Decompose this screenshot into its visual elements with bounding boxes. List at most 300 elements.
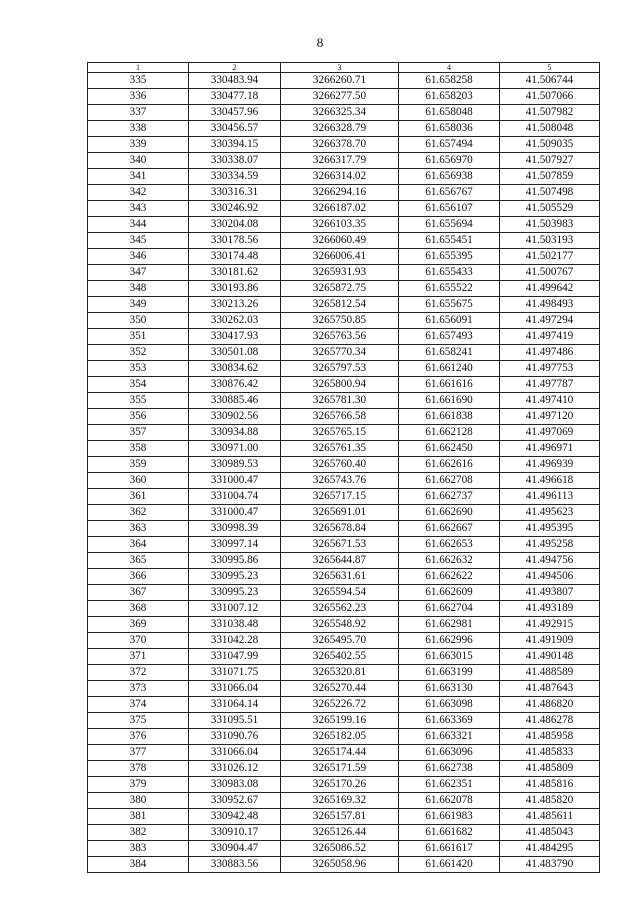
table-cell: 344 — [88, 217, 189, 233]
table-cell: 61.658036 — [399, 121, 500, 137]
table-cell: 3265812.54 — [281, 297, 399, 313]
table-cell: 375 — [88, 713, 189, 729]
table-cell: 41.487643 — [500, 681, 600, 697]
coordinates-table — [87, 62, 600, 873]
table-cell: 3265717.15 — [281, 489, 399, 505]
table-cell: 330178.56 — [189, 233, 281, 249]
table-row — [88, 137, 600, 153]
table-cell: 61.662981 — [399, 617, 500, 633]
table-cell: 357 — [88, 425, 189, 441]
table-cell: 380 — [88, 793, 189, 809]
table-cell: 3266060.49 — [281, 233, 399, 249]
table-cell: 3265270.44 — [281, 681, 399, 697]
table-cell: 61.662704 — [399, 601, 500, 617]
table-cell: 342 — [88, 185, 189, 201]
table-row — [88, 329, 600, 345]
table-cell: 61.662653 — [399, 537, 500, 553]
table-cell: 41.505529 — [500, 201, 600, 217]
table-cell: 41.507982 — [500, 105, 600, 121]
table-cell: 3265760.40 — [281, 457, 399, 473]
table-cell: 41.485809 — [500, 761, 600, 777]
table-cell: 330995.86 — [189, 553, 281, 569]
table-cell: 330952.67 — [189, 793, 281, 809]
table-cell: 41.500767 — [500, 265, 600, 281]
table-cell: 330417.93 — [189, 329, 281, 345]
table-row — [88, 297, 600, 313]
table-cell: 3265402.55 — [281, 649, 399, 665]
table-cell: 3265320.81 — [281, 665, 399, 681]
table-cell: 61.656938 — [399, 169, 500, 185]
table-cell: 343 — [88, 201, 189, 217]
table-cell: 383 — [88, 841, 189, 857]
table-cell: 61.657493 — [399, 329, 500, 345]
table-cell: 346 — [88, 249, 189, 265]
table-cell: 41.497294 — [500, 313, 600, 329]
table-cell: 352 — [88, 345, 189, 361]
table-cell: 61.661616 — [399, 377, 500, 393]
table-cell: 61.662738 — [399, 761, 500, 777]
table-cell: 331000.47 — [189, 505, 281, 521]
table-cell: 61.662737 — [399, 489, 500, 505]
table-cell: 330174.48 — [189, 249, 281, 265]
table-cell: 41.492915 — [500, 617, 600, 633]
table-cell: 331071.75 — [189, 665, 281, 681]
table-row — [88, 537, 600, 553]
table-cell: 61.663321 — [399, 729, 500, 745]
table-cell: 61.661983 — [399, 809, 500, 825]
table-cell: 330181.62 — [189, 265, 281, 281]
table-cell: 41.494506 — [500, 569, 600, 585]
table-row — [88, 825, 600, 841]
table-header-row — [88, 63, 600, 73]
table-cell: 358 — [88, 441, 189, 457]
table-row — [88, 409, 600, 425]
table-row — [88, 713, 600, 729]
table-cell: 3266187.02 — [281, 201, 399, 217]
table-cell: 330883.56 — [189, 857, 281, 873]
table-cell: 330213.26 — [189, 297, 281, 313]
table-cell: 331026.12 — [189, 761, 281, 777]
table-row — [88, 281, 600, 297]
table-row — [88, 217, 600, 233]
table-cell: 41.483790 — [500, 857, 600, 873]
table-cell: 3266378.70 — [281, 137, 399, 153]
table-cell: 353 — [88, 361, 189, 377]
page-number: 8 — [316, 35, 324, 50]
table-cell: 41.503193 — [500, 233, 600, 249]
table-cell: 351 — [88, 329, 189, 345]
table-cell: 330457.96 — [189, 105, 281, 121]
table-cell: 3266277.50 — [281, 89, 399, 105]
table-cell: 336 — [88, 89, 189, 105]
column-header: 1 — [88, 63, 189, 73]
table-cell: 331004.74 — [189, 489, 281, 505]
table-cell: 61.661838 — [399, 409, 500, 425]
table-cell: 3265086.52 — [281, 841, 399, 857]
table-row — [88, 585, 600, 601]
table-cell: 41.509035 — [500, 137, 600, 153]
table-cell: 41.494756 — [500, 553, 600, 569]
table-cell: 61.662667 — [399, 521, 500, 537]
table-cell: 3265594.54 — [281, 585, 399, 601]
table-cell: 330885.46 — [189, 393, 281, 409]
table-cell: 3265770.34 — [281, 345, 399, 361]
table-cell: 362 — [88, 505, 189, 521]
table-cell: 41.497419 — [500, 329, 600, 345]
table-cell: 373 — [88, 681, 189, 697]
table-row — [88, 169, 600, 185]
table-cell: 3266317.79 — [281, 153, 399, 169]
table-row — [88, 745, 600, 761]
table-row — [88, 505, 600, 521]
table-cell: 330501.08 — [189, 345, 281, 361]
table-row — [88, 201, 600, 217]
table-cell: 340 — [88, 153, 189, 169]
table-cell: 3265691.01 — [281, 505, 399, 521]
table-cell: 331000.47 — [189, 473, 281, 489]
table-cell: 330934.88 — [189, 425, 281, 441]
table-cell: 41.506744 — [500, 73, 600, 89]
column-header: 4 — [399, 63, 500, 73]
table-cell: 41.495395 — [500, 521, 600, 537]
table-cell: 41.497753 — [500, 361, 600, 377]
table-cell: 61.662616 — [399, 457, 500, 473]
table-row — [88, 697, 600, 713]
table-cell: 354 — [88, 377, 189, 393]
table-row — [88, 649, 600, 665]
table-cell: 3265170.26 — [281, 777, 399, 793]
table-cell: 331042.28 — [189, 633, 281, 649]
table-cell: 330995.23 — [189, 585, 281, 601]
table-cell: 61.661420 — [399, 857, 500, 873]
table-cell: 61.662996 — [399, 633, 500, 649]
table-cell: 330983.08 — [189, 777, 281, 793]
table-row — [88, 793, 600, 809]
table-cell: 3265765.15 — [281, 425, 399, 441]
table-row — [88, 665, 600, 681]
table-cell: 331064.14 — [189, 697, 281, 713]
table-cell: 382 — [88, 825, 189, 841]
table-cell: 41.486278 — [500, 713, 600, 729]
table-cell: 41.497069 — [500, 425, 600, 441]
table-body — [88, 73, 600, 873]
table-cell: 3265766.58 — [281, 409, 399, 425]
table-cell: 330876.42 — [189, 377, 281, 393]
table-cell: 330971.00 — [189, 441, 281, 457]
table-cell: 330334.59 — [189, 169, 281, 185]
table-cell: 338 — [88, 121, 189, 137]
table-row — [88, 841, 600, 857]
table-cell: 61.662708 — [399, 473, 500, 489]
table-cell: 41.498493 — [500, 297, 600, 313]
table-row — [88, 89, 600, 105]
table-cell: 61.661240 — [399, 361, 500, 377]
table-cell: 377 — [88, 745, 189, 761]
table-cell: 41.485043 — [500, 825, 600, 841]
table-cell: 330989.53 — [189, 457, 281, 473]
table-cell: 3265872.75 — [281, 281, 399, 297]
table-cell: 41.508048 — [500, 121, 600, 137]
table-cell: 335 — [88, 73, 189, 89]
table-cell: 348 — [88, 281, 189, 297]
table-cell: 3265562.23 — [281, 601, 399, 617]
table-cell: 330316.31 — [189, 185, 281, 201]
table-cell: 61.663369 — [399, 713, 500, 729]
table-cell: 330338.07 — [189, 153, 281, 169]
table-cell: 3265678.84 — [281, 521, 399, 537]
table-cell: 330902.56 — [189, 409, 281, 425]
table-cell: 61.663015 — [399, 649, 500, 665]
table-cell: 3266325.34 — [281, 105, 399, 121]
table-cell: 330904.47 — [189, 841, 281, 857]
table-cell: 3265797.53 — [281, 361, 399, 377]
table-cell: 3265157.81 — [281, 809, 399, 825]
table-cell: 61.662632 — [399, 553, 500, 569]
table-row — [88, 345, 600, 361]
table-cell: 41.502177 — [500, 249, 600, 265]
table-cell: 330995.23 — [189, 569, 281, 585]
table-cell: 359 — [88, 457, 189, 473]
table-cell: 41.495258 — [500, 537, 600, 553]
table-cell: 374 — [88, 697, 189, 713]
table-cell: 3265800.94 — [281, 377, 399, 393]
table-cell: 330204.08 — [189, 217, 281, 233]
table-cell: 379 — [88, 777, 189, 793]
column-header: 5 — [500, 63, 600, 73]
table-cell: 378 — [88, 761, 189, 777]
table-cell: 339 — [88, 137, 189, 153]
table-cell: 330834.62 — [189, 361, 281, 377]
table-cell: 3265644.87 — [281, 553, 399, 569]
table-cell: 61.663199 — [399, 665, 500, 681]
table-cell: 61.661682 — [399, 825, 500, 841]
table-cell: 3266314.02 — [281, 169, 399, 185]
table-cell: 368 — [88, 601, 189, 617]
table-row — [88, 473, 600, 489]
table-cell: 3265631.61 — [281, 569, 399, 585]
table-cell: 330193.86 — [189, 281, 281, 297]
table-cell: 61.656091 — [399, 313, 500, 329]
table-cell: 330997.14 — [189, 537, 281, 553]
table-row — [88, 633, 600, 649]
table-row — [88, 121, 600, 137]
table-cell: 61.655675 — [399, 297, 500, 313]
table-cell: 381 — [88, 809, 189, 825]
table-cell: 41.507498 — [500, 185, 600, 201]
table-row — [88, 185, 600, 201]
table-cell: 3266328.79 — [281, 121, 399, 137]
table-cell: 3266260.71 — [281, 73, 399, 89]
table-cell: 330456.57 — [189, 121, 281, 137]
table-cell: 3265750.85 — [281, 313, 399, 329]
table-cell: 3265199.16 — [281, 713, 399, 729]
table-row — [88, 617, 600, 633]
table-cell: 61.662351 — [399, 777, 500, 793]
table-cell: 349 — [88, 297, 189, 313]
column-header: 2 — [189, 63, 281, 73]
table-cell: 61.663096 — [399, 745, 500, 761]
table-cell: 331038.48 — [189, 617, 281, 633]
table-cell: 41.507927 — [500, 153, 600, 169]
table-cell: 330262.03 — [189, 313, 281, 329]
table-cell: 3266006.41 — [281, 249, 399, 265]
table-row — [88, 361, 600, 377]
table-cell: 355 — [88, 393, 189, 409]
table-cell: 61.662078 — [399, 793, 500, 809]
table-cell: 3265171.59 — [281, 761, 399, 777]
table-cell: 41.496939 — [500, 457, 600, 473]
table-cell: 41.485958 — [500, 729, 600, 745]
table-cell: 330483.94 — [189, 73, 281, 89]
table-cell: 363 — [88, 521, 189, 537]
table-cell: 331066.04 — [189, 681, 281, 697]
table-cell: 61.656767 — [399, 185, 500, 201]
table-cell: 61.661690 — [399, 393, 500, 409]
table-row — [88, 233, 600, 249]
table-cell: 61.662622 — [399, 569, 500, 585]
table-cell: 3265671.53 — [281, 537, 399, 553]
table-cell: 365 — [88, 553, 189, 569]
table-cell: 331047.99 — [189, 649, 281, 665]
table-cell: 3265174.44 — [281, 745, 399, 761]
table-cell: 41.486820 — [500, 697, 600, 713]
table-cell: 61.657494 — [399, 137, 500, 153]
table-cell: 41.493189 — [500, 601, 600, 617]
table-cell: 41.490148 — [500, 649, 600, 665]
table-row — [88, 249, 600, 265]
table-cell: 330394.15 — [189, 137, 281, 153]
table-cell: 330477.18 — [189, 89, 281, 105]
table-cell: 61.656107 — [399, 201, 500, 217]
table-cell: 3265169.32 — [281, 793, 399, 809]
table-row — [88, 569, 600, 585]
table-cell: 3265126.44 — [281, 825, 399, 841]
table-row — [88, 393, 600, 409]
table-cell: 41.495623 — [500, 505, 600, 521]
table-cell: 61.655522 — [399, 281, 500, 297]
column-header: 3 — [281, 63, 399, 73]
table-cell: 350 — [88, 313, 189, 329]
table-cell: 3265763.56 — [281, 329, 399, 345]
table-row — [88, 777, 600, 793]
table-cell: 61.655395 — [399, 249, 500, 265]
table-row — [88, 153, 600, 169]
table-cell: 61.662128 — [399, 425, 500, 441]
table-row — [88, 105, 600, 121]
table-cell: 41.497410 — [500, 393, 600, 409]
table-cell: 41.496971 — [500, 441, 600, 457]
table-cell: 61.656970 — [399, 153, 500, 169]
table-cell: 41.485820 — [500, 793, 600, 809]
table-cell: 3265182.05 — [281, 729, 399, 745]
table-cell: 367 — [88, 585, 189, 601]
table-row — [88, 425, 600, 441]
table-cell: 41.485611 — [500, 809, 600, 825]
table-cell: 61.658048 — [399, 105, 500, 121]
table-cell: 61.655433 — [399, 265, 500, 281]
table-cell: 3265761.35 — [281, 441, 399, 457]
table-cell: 3265495.70 — [281, 633, 399, 649]
table-cell: 376 — [88, 729, 189, 745]
table-row — [88, 457, 600, 473]
table-cell: 371 — [88, 649, 189, 665]
table-cell: 41.496113 — [500, 489, 600, 505]
table-cell: 330942.48 — [189, 809, 281, 825]
table-cell: 330998.39 — [189, 521, 281, 537]
table-cell: 337 — [88, 105, 189, 121]
table-cell: 41.499642 — [500, 281, 600, 297]
table-cell: 3265781.30 — [281, 393, 399, 409]
table-cell: 364 — [88, 537, 189, 553]
table-cell: 41.493807 — [500, 585, 600, 601]
table-cell: 61.658203 — [399, 89, 500, 105]
table-cell: 41.496618 — [500, 473, 600, 489]
table-row — [88, 377, 600, 393]
table-cell: 61.662690 — [399, 505, 500, 521]
table-cell: 3265058.96 — [281, 857, 399, 873]
table-cell: 384 — [88, 857, 189, 873]
table-cell: 3265226.72 — [281, 697, 399, 713]
table-cell: 41.488589 — [500, 665, 600, 681]
table-cell: 3266294.16 — [281, 185, 399, 201]
table-row — [88, 761, 600, 777]
table-cell: 41.497486 — [500, 345, 600, 361]
table-cell: 331066.04 — [189, 745, 281, 761]
table-cell: 360 — [88, 473, 189, 489]
table-cell: 41.485816 — [500, 777, 600, 793]
table-cell: 3266103.35 — [281, 217, 399, 233]
table-cell: 61.663098 — [399, 697, 500, 713]
table-row — [88, 809, 600, 825]
table-cell: 41.503983 — [500, 217, 600, 233]
table-cell: 61.662450 — [399, 441, 500, 457]
table-cell: 356 — [88, 409, 189, 425]
table-row — [88, 729, 600, 745]
table-cell: 61.663130 — [399, 681, 500, 697]
table-cell: 341 — [88, 169, 189, 185]
table-row — [88, 73, 600, 89]
table-cell: 366 — [88, 569, 189, 585]
table-cell: 41.491909 — [500, 633, 600, 649]
table-cell: 61.655694 — [399, 217, 500, 233]
table-cell: 3265548.92 — [281, 617, 399, 633]
table-cell: 61.655451 — [399, 233, 500, 249]
table-row — [88, 489, 600, 505]
table-cell: 369 — [88, 617, 189, 633]
table-cell: 41.507859 — [500, 169, 600, 185]
table-cell: 3265931.93 — [281, 265, 399, 281]
table-cell: 372 — [88, 665, 189, 681]
table-cell: 3265743.76 — [281, 473, 399, 489]
table-row — [88, 265, 600, 281]
table-row — [88, 521, 600, 537]
table-cell: 41.484295 — [500, 841, 600, 857]
table-row — [88, 441, 600, 457]
table-cell: 347 — [88, 265, 189, 281]
table-cell: 330246.92 — [189, 201, 281, 217]
table-row — [88, 857, 600, 873]
table-row — [88, 601, 600, 617]
table-cell: 41.507066 — [500, 89, 600, 105]
table-cell: 61.661617 — [399, 841, 500, 857]
table-cell: 331007.12 — [189, 601, 281, 617]
table-cell: 41.485833 — [500, 745, 600, 761]
table-cell: 361 — [88, 489, 189, 505]
table-cell: 61.658241 — [399, 345, 500, 361]
table-cell: 331090.76 — [189, 729, 281, 745]
table-cell: 61.662609 — [399, 585, 500, 601]
table-cell: 61.658258 — [399, 73, 500, 89]
